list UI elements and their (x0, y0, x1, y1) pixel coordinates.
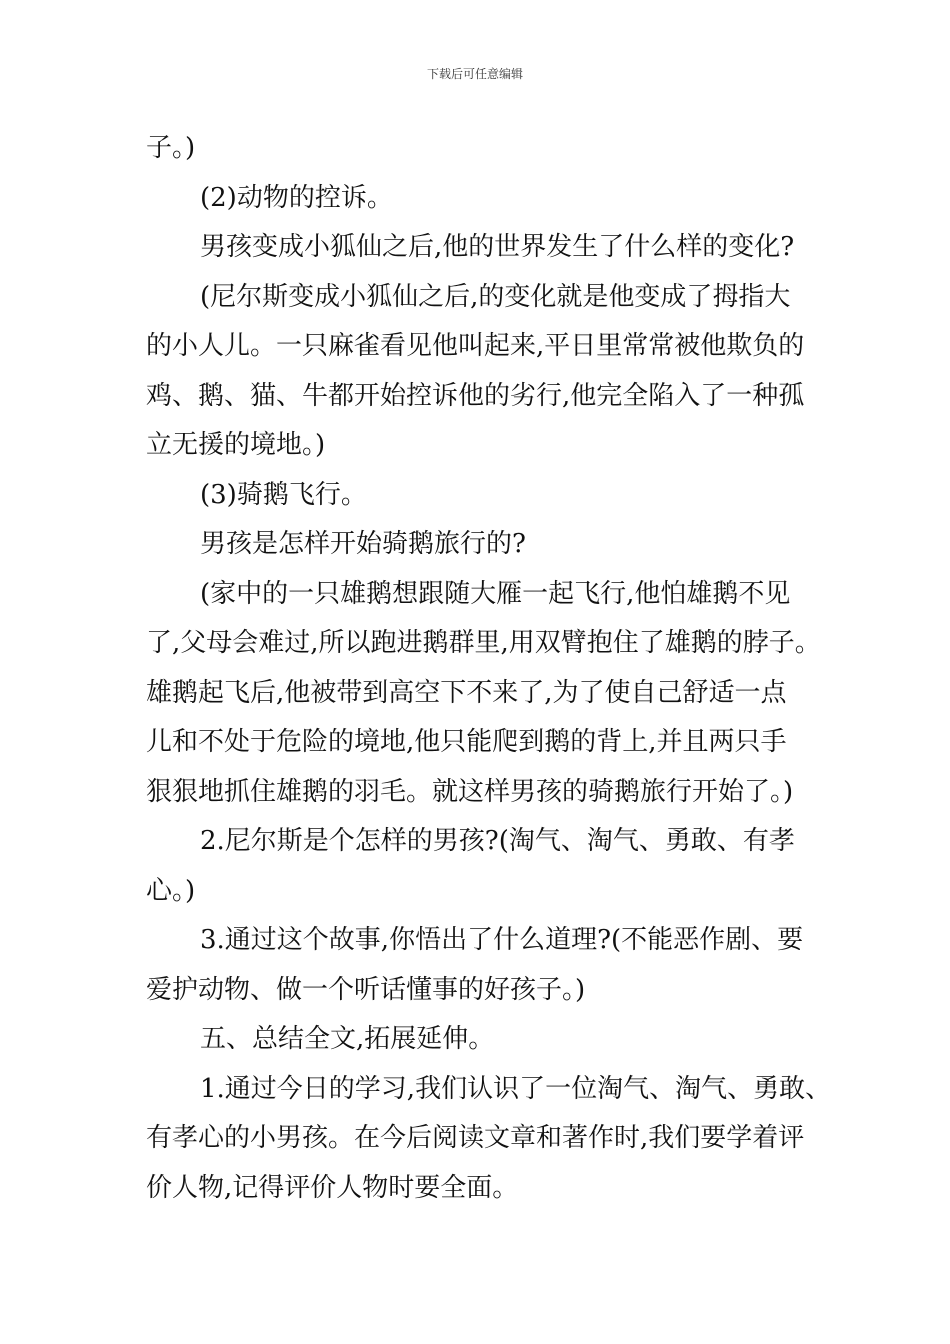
text-line-1: 子。) (146, 133, 196, 163)
text-line-21: 有孝心的小男孩。在今后阅读文章和著作时,我们要学着评 (146, 1123, 805, 1153)
page-header: 下载后可任意编辑 (426, 67, 523, 81)
text-line-11: 了,父母会难过,所以跑进鹅群里,用双臂抱住了雄鹅的脖子。 (146, 628, 821, 658)
text-line-18: 爱护动物、做一个听话懂事的好孩子。) (146, 974, 586, 1005)
text-line-20: 1.通过今日的学习,我们认识了一位淘气、淘气、勇敢、 (200, 1073, 832, 1104)
text-line-19: 五、总结全文,拓展延伸。 (200, 1024, 495, 1054)
text-line-5: 的小人儿。一只麻雀看见他叫起来,平日里常常被他欺负的 (146, 331, 805, 361)
text-line-7: 立无援的境地。) (146, 430, 326, 460)
text-line-2: (2)动物的控诉。 (200, 182, 393, 213)
text-line-6: 鸡、鹅、猫、牛都开始控诉他的劣行,他完全陷入了一种孤 (146, 380, 805, 411)
text-line-8: (3)骑鹅飞行。 (200, 479, 367, 510)
text-line-22: 价人物,记得评价人物时要全面。 (146, 1172, 519, 1203)
text-line-4: (尼尔斯变成小狐仙之后,的变化就是他变成了拇指大 (200, 281, 791, 312)
text-line-13: 儿和不处于危险的境地,他只能爬到鹅的背上,并且两只手 (146, 727, 787, 757)
text-line-3: 男孩变成小狐仙之后,他的世界发生了什么样的变化? (200, 232, 795, 262)
text-line-17: 3.通过这个故事,你悟出了什么道理?(不能恶作剧、要 (200, 925, 804, 955)
document-body (146, 124, 832, 1213)
text-line-9: 男孩是怎样开始骑鹅旅行的? (200, 529, 526, 559)
text-line-12: 雄鹅起飞后,他被带到高空下不来了,为了使自己舒适一点 (146, 677, 787, 708)
text-line-16: 心。) (146, 875, 196, 906)
text-line-14: 狠狠地抓住雄鹅的羽毛。就这样男孩的骑鹅旅行开始了。) (146, 776, 794, 807)
text-line-10: (家中的一只雄鹅想跟随大雁一起飞行,他怕雄鹅不见 (200, 578, 791, 609)
text-line-15: 2.尼尔斯是个怎样的男孩?(淘气、淘气、勇敢、有孝 (200, 826, 795, 856)
